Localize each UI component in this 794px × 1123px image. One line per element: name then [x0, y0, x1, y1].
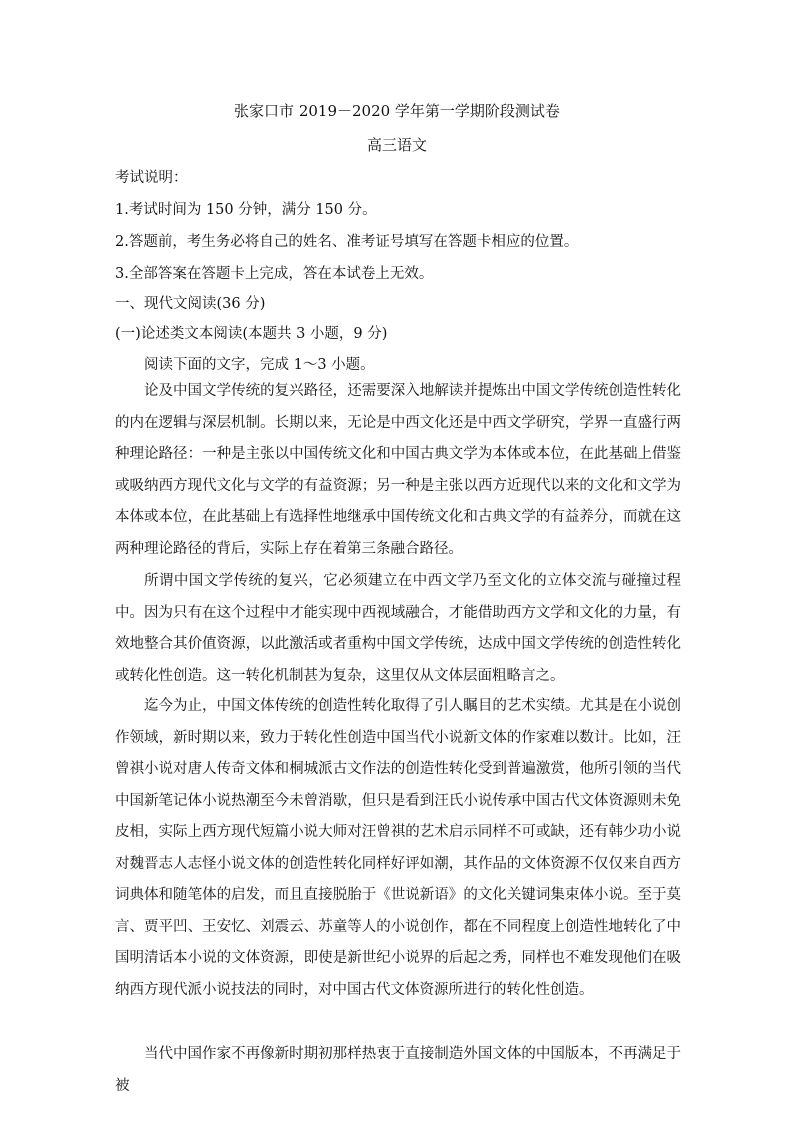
- instruction-item: 2.答题前，考生务必将自己的姓名、准考证号填写在答题卡相应的位置。: [115, 234, 579, 250]
- reading-paragraph: 所谓中国文学传统的复兴，它必须建立在中西文学乃至文化的立体交流与碰撞过程中。因为只有在这个过程中才能实现中西视域融合，才能借助西方文学和文化的力量，有效地整合其价值资源，以此激活或者重构中国文学传统，达成中国文学传统的创造性转化或转化性创造。这一转化机制甚为复杂，这里仅从文体层面粗略言之。: [115, 573, 681, 684]
- section-heading: 一、现代文阅读(36 分): [115, 296, 266, 312]
- reading-paragraph: 迄今为止，中国文体传统的创造性转化取得了引人瞩目的艺术实绩。尤其是在小说创作领域，新时期以来，致力于转化性创造中国当代小说新文体的作家难以数计。比如，汪曾祺小说对唐人传奇文体和桐城派古文作法的创造性转化受到普遍激赏，他所引领的当代中国新笔记体小说热潮至今未曾消歇，但只是看到汪氏小说传承中国古代文体资源则未免皮相，实际上西方现代短篇小说大师对汪曾祺的艺术启示同样不可或缺，还有韩少功小说对魏晋志人志怪小说文体的创造性转化同样好评如潮，其作品的文体资源不仅仅来自西方词典体和随笔体的启发，而且直接脱胎于《世说新语》的文化关键词集束体小说。至于莫言、贾平凹、王安忆、刘震云、苏童等人的小说创作，都在不同程度上创造性地转化了中国明清话本小说的文体资源，即使是新世纪小说界的后起之秀，同样也不难发现他们在吸纳西方现代派小说技法的同时，对中国古代文体资源所进行的转化性创造。: [115, 698, 681, 998]
- exam-subject: 高三语文: [366, 136, 427, 154]
- reading-paragraph: 论及中国文学传统的复兴路径，还需要深入地解读并提炼出中国文学传统创造性转化的内在逻辑与深层机制。长期以来，无论是中西文化还是中西文学研究，学界一直盛行两种理论路径：一种是主张以中国传统文化和中国古典文学为本体或本位，在此基础上借鉴或吸纳西方现代文化与文学的有益资源；另一种是主张以西方近现代以来的文化和文学为本体或本位，在此基础上有选择性地继承中国传统文化和古典文学的有益养分，而就在这两种理论路径的背后，实际上存在着第三条融合路径。: [115, 383, 681, 557]
- instruction-item: 3.全部答案在答题卡上完成，答在本试卷上无效。: [115, 266, 434, 282]
- subsection-heading: (一)论述类文本阅读(本题共 3 小题，9 分): [115, 326, 388, 342]
- instruction-item: 1.考试时间为 150 分钟，满分 150 分。: [115, 202, 377, 218]
- instructions-heading: 考试说明：: [115, 170, 188, 186]
- reading-paragraph: 当代中国作家不再像新时期初那样热衷于直接制造外国文体的中国版本，不再满足于被: [115, 1046, 681, 1094]
- reading-prompt: 阅读下面的文字，完成 1～3 小题。: [144, 357, 375, 373]
- exam-title: 张家口市 2019－2020 学年第一学期阶段测试卷: [234, 102, 560, 120]
